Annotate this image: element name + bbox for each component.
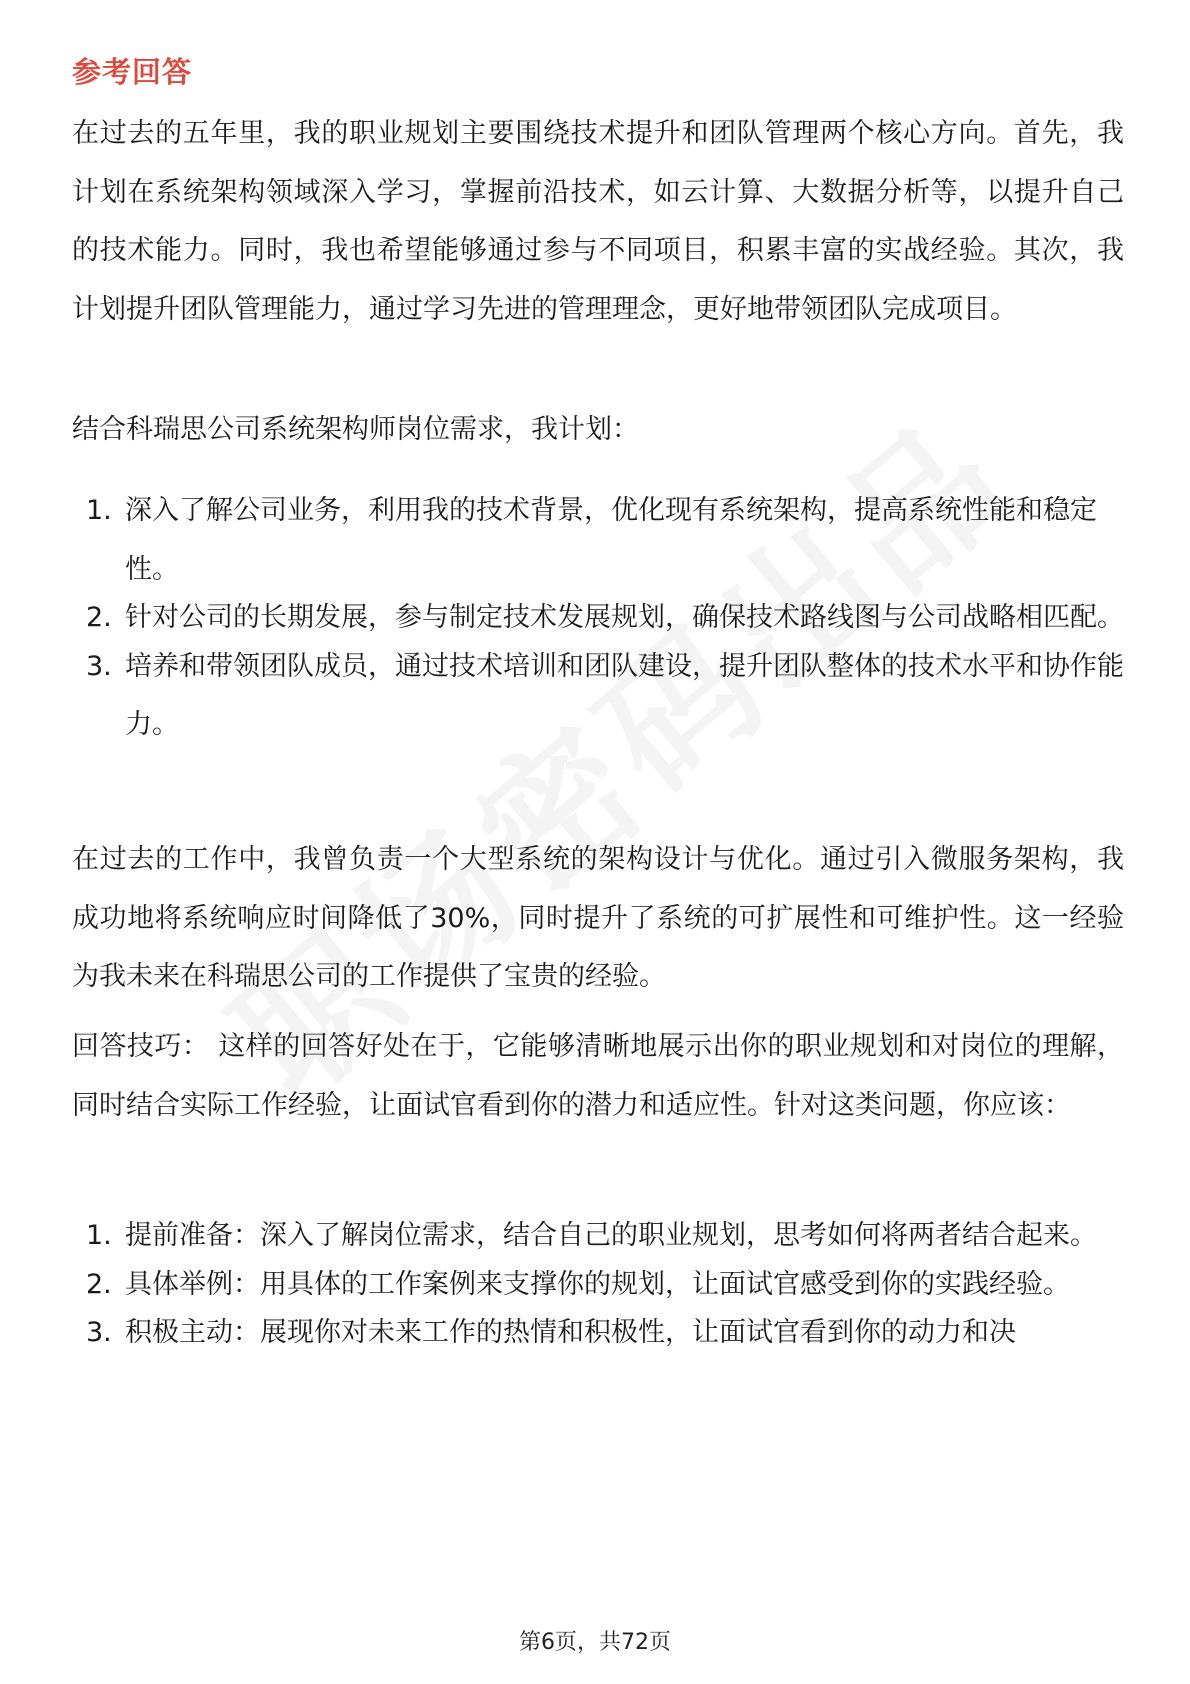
list-item-text: 培养和带领团队成员，通过技术培训和团队建设，提升团队整体的技术水平和协作能力。 — [125, 650, 1124, 740]
list-item-text: 深入了解公司业务，利用我的技术背景，优化现有系统架构，提高系统性能和稳定性。 — [125, 495, 1097, 585]
list-item-number: 1. — [86, 1220, 112, 1251]
section-heading: 参考回答 — [72, 55, 193, 89]
list-item-number: 1. — [86, 495, 112, 526]
list-item — [72, 1304, 1124, 1363]
list-item-text: 具体举例：用具体的工作案例来支撑你的规划，让面试官感受到你的实践经验。 — [125, 1268, 1070, 1300]
page-footer: 第6页，共72页 — [519, 1630, 671, 1655]
list-item-text: 提前准备：深入了解岗位需求，结合自己的职业规划，思考如何将两者结合起来。 — [125, 1220, 1097, 1251]
list-item-number: 2. — [86, 1268, 112, 1300]
answer-paragraph-3: 在过去的工作中，我曾负责一个大型系统的架构设计与优化。通过引入微服务架构，我成功地将系统响应时间降低了30%，同时提升了系统的可扩展性和可维护性。这一经验为我未来在科瑞思公司的工作提供了宝贵的经验。 — [72, 844, 1124, 992]
answer-paragraph-1: 在过去的五年里，我的职业规划主要围绕技术提升和团队管理两个核心方向。首先，我计划在系统架构领域深入学习，掌握前沿技术，如云计算、大数据分析等，以提升自己的技术能力。同时，我也希望能够通过参与不同项目，积累丰富的实战经验。其次，我计划提升团队管理能力，通过学习先进的管理理念，更好地带领团队完成项目。 — [72, 118, 1124, 325]
tips-paragraph: 回答技巧： 这样的回答好处在于，它能够清晰地展示出你的职业规划和对岗位的理解，同时结合实际工作经验，让面试官看到你的潜力和适应性。针对这类问题，你应该： — [72, 1031, 1124, 1121]
list-item-text: 积极主动：展现你对未来工作的热情和积极性，让面试官看到你的动力和决 — [125, 1317, 1016, 1348]
answer-paragraph-2: 结合科瑞思公司系统架构师岗位需求，我计划： — [72, 414, 639, 445]
list-item — [72, 638, 1124, 755]
list-item — [72, 482, 1124, 599]
list-item-number: 2. — [86, 602, 112, 633]
list-item-text: 针对公司的长期发展，参与制定技术发展规划，确保技术路线图与公司战略相匹配。 — [125, 602, 1124, 633]
plan-list — [72, 482, 1124, 755]
list-item-number: 3. — [86, 650, 112, 682]
list-item-number: 3. — [86, 1317, 112, 1348]
tips-list — [72, 1207, 1124, 1363]
